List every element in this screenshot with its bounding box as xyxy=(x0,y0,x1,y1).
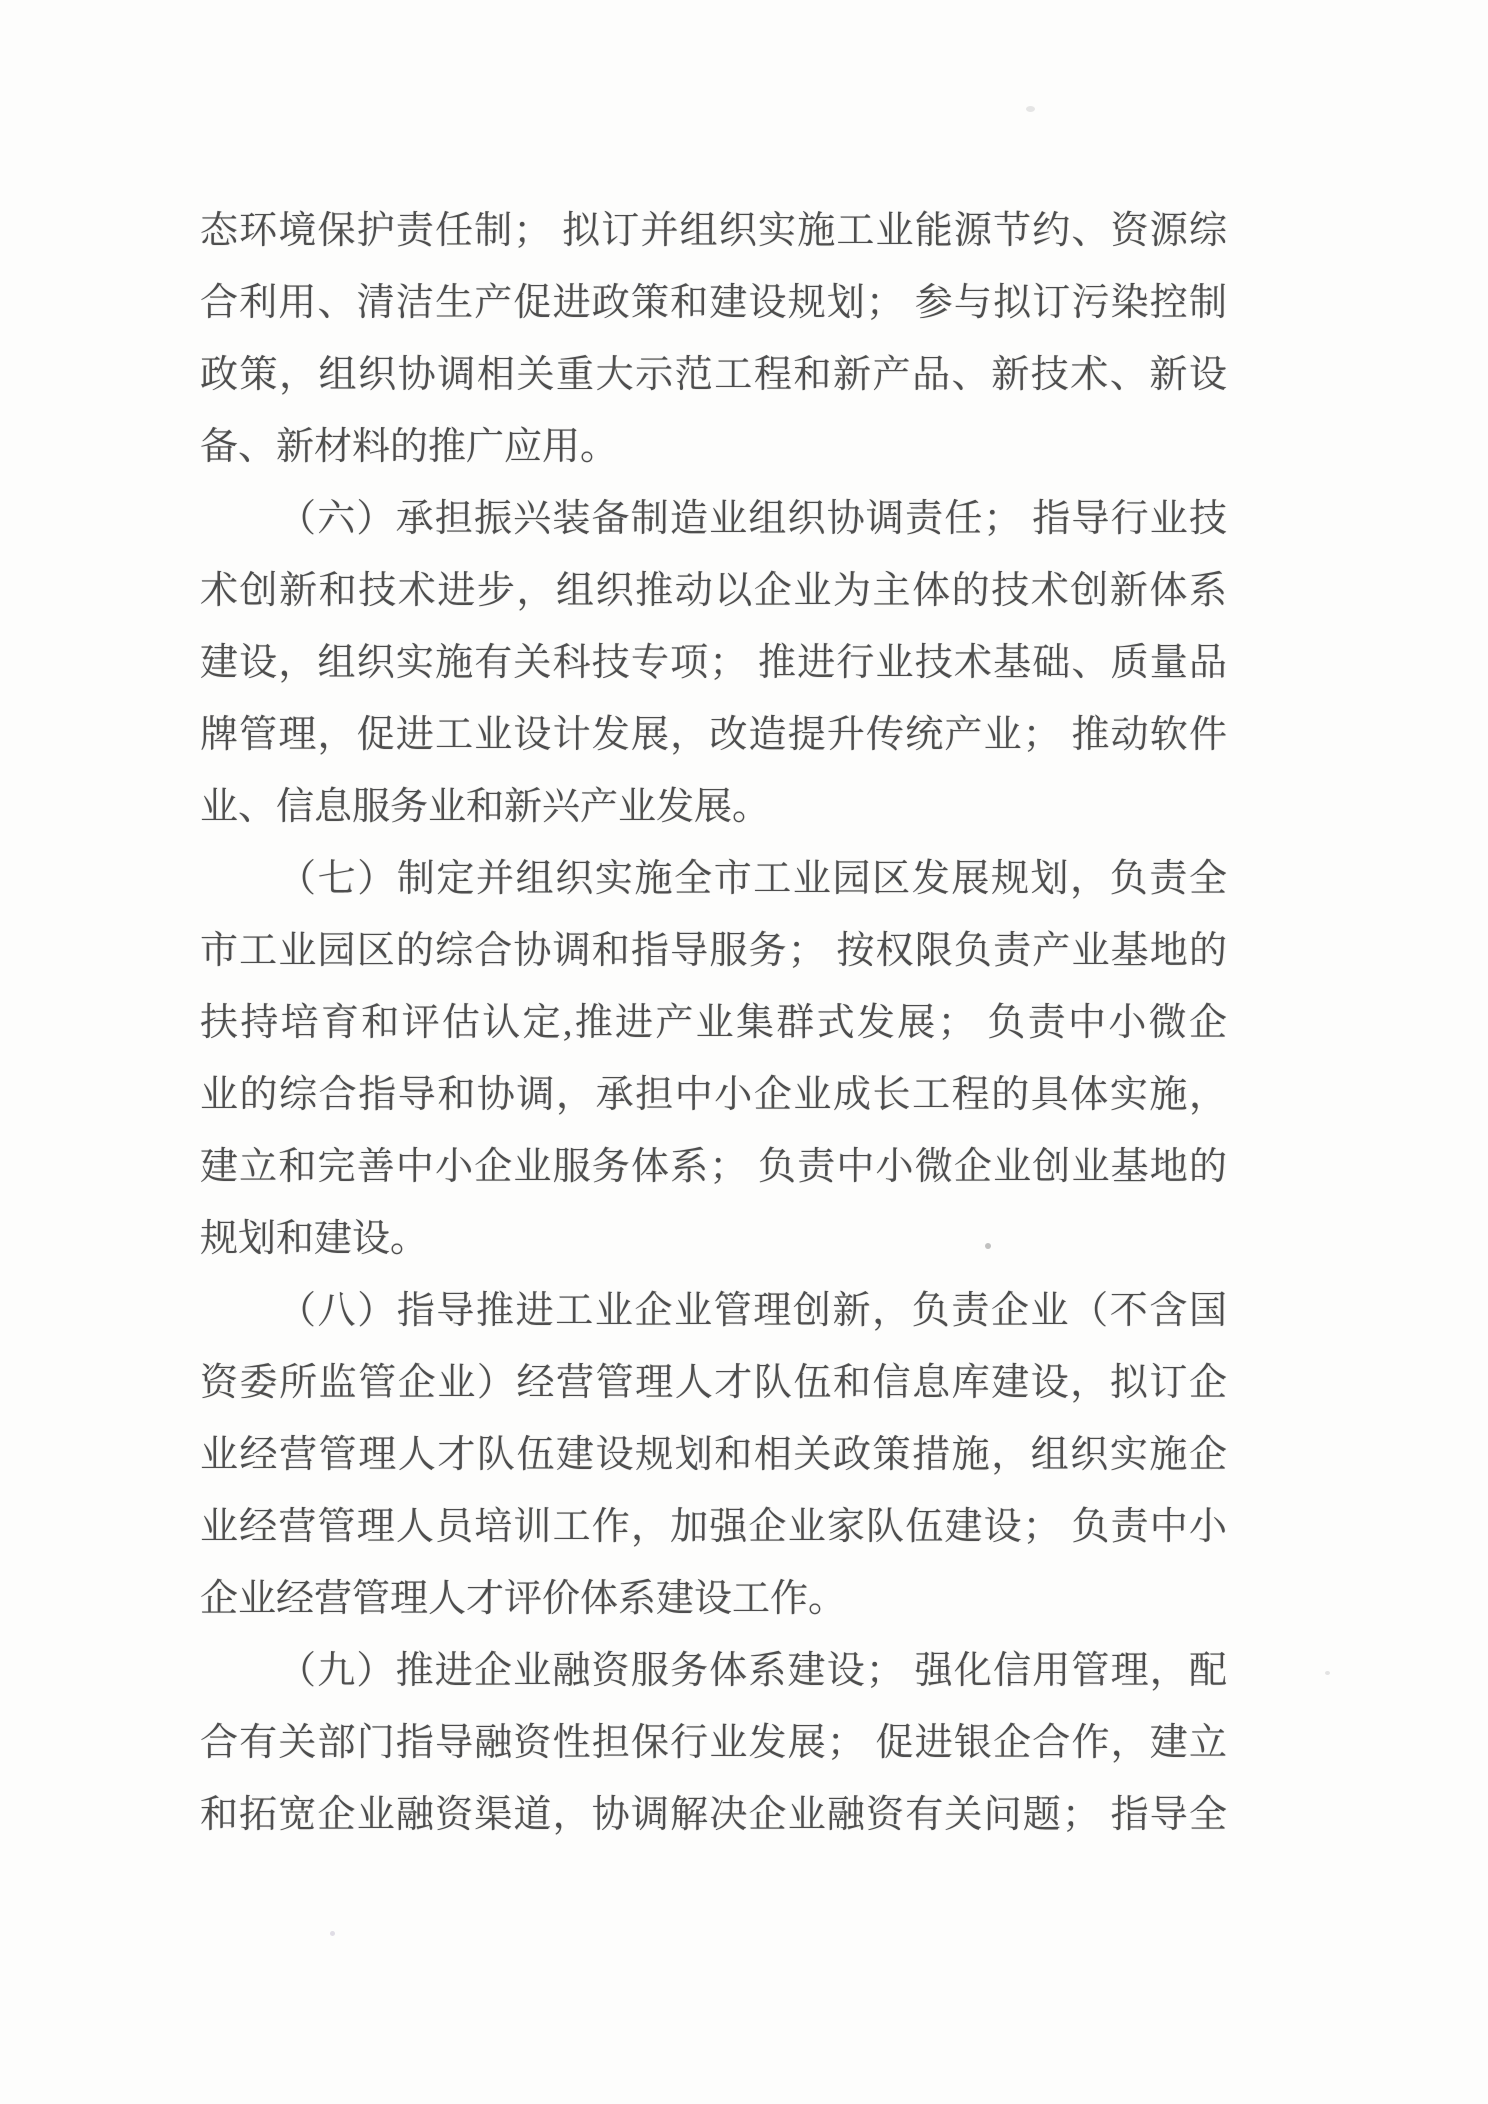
text-line: 术创新和技术进步，组织推动以企业为主体的技术创新体系 xyxy=(200,570,1227,612)
scan-speck xyxy=(330,1931,335,1936)
text-line: 扶持培育和评估认定,推进产业集群式发展； 负责中小微企 xyxy=(200,1002,1227,1044)
text-line: （六）承担振兴装备制造业组织协调责任； 指导行业技 xyxy=(278,498,1227,540)
scan-speck xyxy=(985,1243,991,1249)
text-line: 业的综合指导和协调，承担中小企业成长工程的具体实施， xyxy=(200,1074,1227,1116)
text-line: 备、新材料的推广应用。 xyxy=(200,426,619,468)
text-line: 合有关部门指导融资性担保行业发展； 促进银企合作，建立 xyxy=(200,1722,1227,1764)
text-line: 企业经营管理人才评价体系建设工作。 xyxy=(200,1578,847,1620)
text-line: 市工业园区的综合协调和指导服务； 按权限负责产业基地的 xyxy=(200,930,1227,972)
document-body xyxy=(200,195,1227,1851)
text-line: 和拓宽企业融资渠道，协调解决企业融资有关问题； 指导全 xyxy=(200,1794,1227,1836)
text-line: 业、信息服务业和新兴产业发展。 xyxy=(200,786,771,828)
text-line: 资委所监管企业）经营管理人才队伍和信息库建设，拟订企 xyxy=(200,1362,1227,1404)
text-line: 合利用、清洁生产促进政策和建设规划； 参与拟订污染控制 xyxy=(200,282,1227,324)
text-line: 业经营管理人才队伍建设规划和相关政策措施，组织实施企 xyxy=(200,1434,1227,1476)
scan-speck xyxy=(1325,1671,1330,1675)
text-line: （九）推进企业融资服务体系建设； 强化信用管理，配 xyxy=(278,1650,1227,1692)
text-line: 建立和完善中小企业服务体系； 负责中小微企业创业基地的 xyxy=(200,1146,1227,1188)
text-line: 建设，组织实施有关科技专项； 推进行业技术基础、质量品 xyxy=(200,642,1227,684)
text-line: （八）指导推进工业企业管理创新，负责企业（不含国 xyxy=(278,1290,1227,1332)
scan-speck xyxy=(1026,106,1035,112)
text-line: 态环境保护责任制； 拟订并组织实施工业能源节约、资源综 xyxy=(200,210,1227,252)
text-line: （七）制定并组织实施全市工业园区发展规划，负责全 xyxy=(278,858,1227,900)
text-line: 业经营管理人员培训工作，加强企业家队伍建设； 负责中小 xyxy=(200,1506,1227,1548)
text-line: 牌管理，促进工业设计发展，改造提升传统产业； 推动软件 xyxy=(200,714,1227,756)
text-line: 政策，组织协调相关重大示范工程和新产品、新技术、新设 xyxy=(200,354,1227,396)
text-line: 规划和建设。 xyxy=(200,1218,429,1260)
